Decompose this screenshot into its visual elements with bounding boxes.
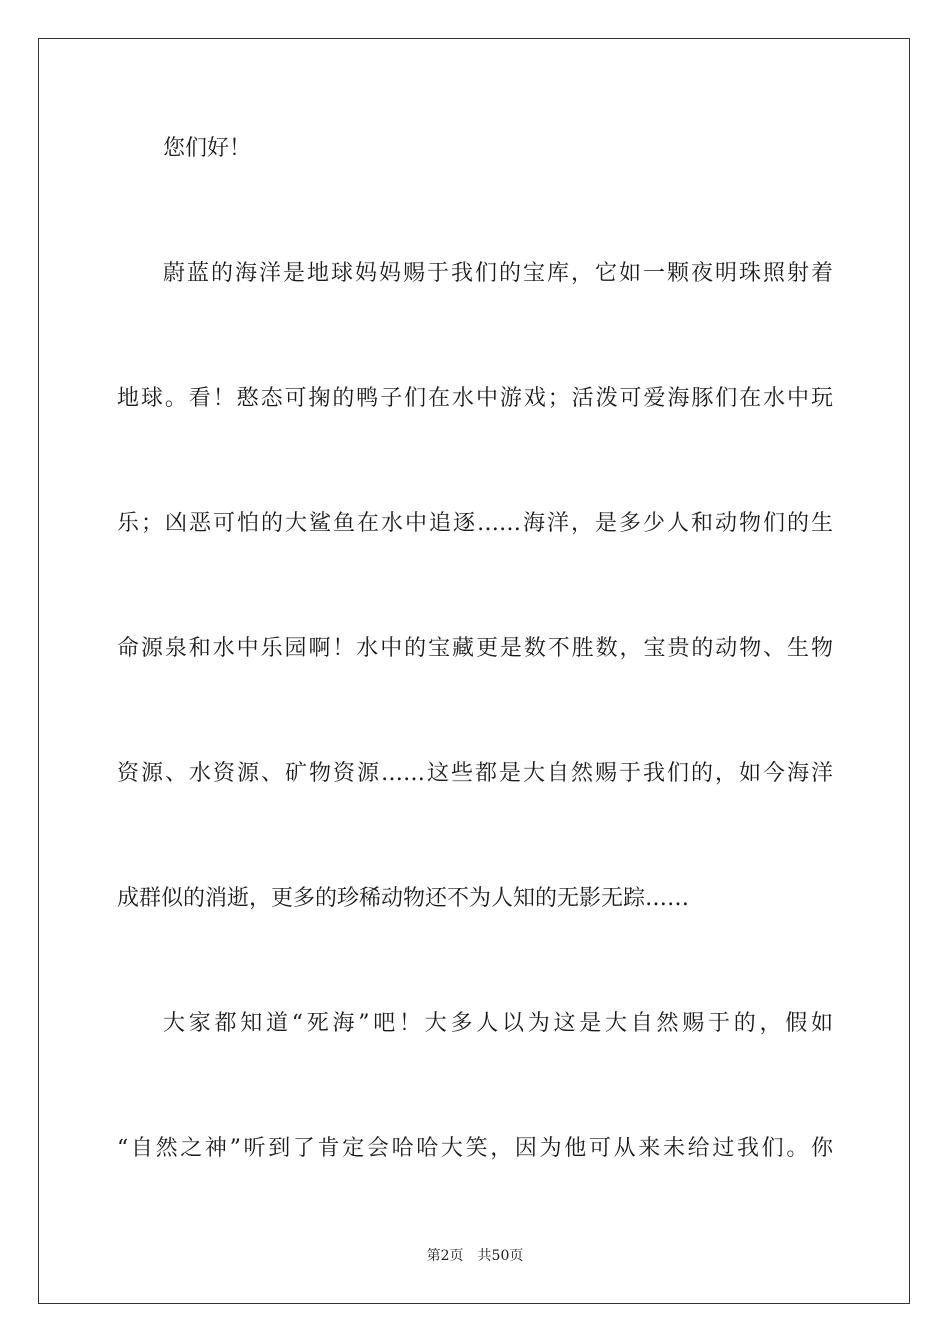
paragraph-1-line-4: 命源泉和水中乐园啊！水中的宝藏更是数不胜数，宝贵的动物、生物 [117,636,833,661]
paragraph-2-line-1: 大家都知道“死海”吧！大多人以为这是大自然赐于的，假如 [163,1011,833,1036]
paragraph-1-line-3: 乐；凶恶可怕的大鲨鱼在水中追逐……海洋，是多少人和动物们的生 [117,511,833,536]
greeting-line: 您们好！ [163,136,252,161]
paragraph-1-line-2: 地球。看！憨态可掬的鸭子们在水中游戏；活泼可爱海豚们在水中玩 [117,386,833,411]
paragraph-1-line-5: 资源、水资源、矿物资源……这些都是大自然赐于我们的，如今海洋 [117,761,833,786]
page-total: 共50页 [477,1248,524,1264]
paragraph-1-line-1: 蔚蓝的海洋是地球妈妈赐于我们的宝库，它如一颗夜明珠照射着 [163,261,833,286]
page-footer [0,1246,950,1266]
paragraph-1-line-6: 成群似的消逝，更多的珍稀动物还不为人知的无影无踪…… [117,886,690,911]
page-border [38,38,910,1304]
page-number: 第2页 [426,1248,464,1264]
paragraph-2-line-2: “自然之神”听到了肯定会哈哈大笑，因为他可从来未给过我们。你 [117,1136,833,1161]
